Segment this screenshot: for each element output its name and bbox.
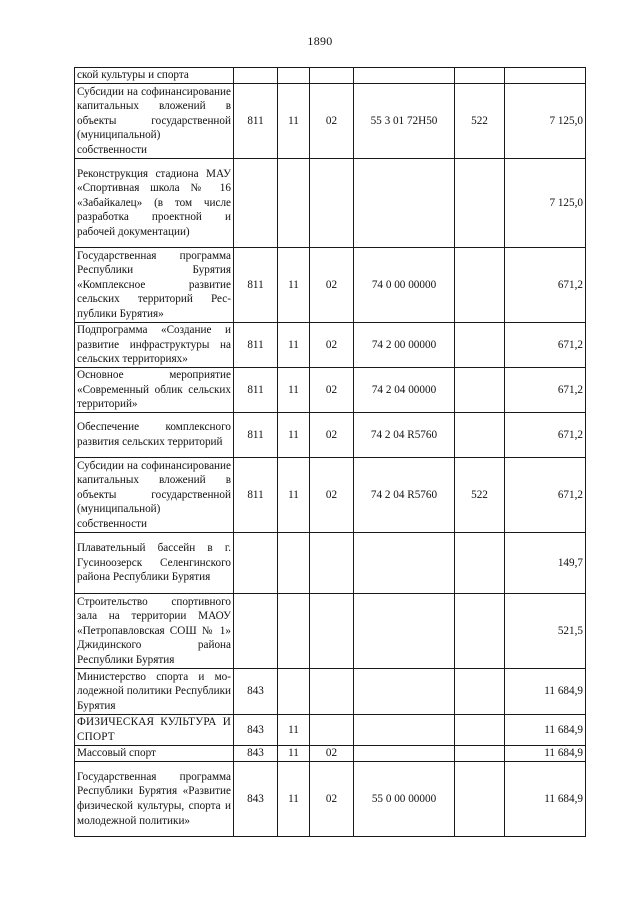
row-target-code xyxy=(354,715,455,746)
row-section-code: 11 xyxy=(278,84,310,159)
row-sum: 149,7 xyxy=(505,533,586,594)
row-target-code xyxy=(354,594,455,669)
row-sum: 671,2 xyxy=(505,413,586,458)
row-subsection-code: 02 xyxy=(310,458,354,533)
row-type-code xyxy=(455,533,505,594)
row-name: ФИЗИЧЕСКАЯ КУЛЬТУРА И СПОРТ xyxy=(75,715,234,746)
row-name: Субсидии на софинансирование капитальных вложений в объекты государственной (муниципальной) собственности xyxy=(75,458,234,533)
row-type-code xyxy=(455,68,505,84)
row-type-code xyxy=(455,248,505,323)
row-ministry-code: 811 xyxy=(234,368,278,413)
row-name: Подпрограмма «Создание и развитие инфраструктуры на сельских территориях» xyxy=(75,323,234,368)
row-section-code: 11 xyxy=(278,248,310,323)
row-subsection-code xyxy=(310,715,354,746)
row-sum: 521,5 xyxy=(505,594,586,669)
table-row xyxy=(75,248,586,323)
table-row xyxy=(75,323,586,368)
table-row xyxy=(75,715,586,746)
row-ministry-code: 843 xyxy=(234,746,278,762)
row-target-code xyxy=(354,68,455,84)
row-target-code xyxy=(354,533,455,594)
row-type-code xyxy=(455,413,505,458)
row-target-code xyxy=(354,669,455,715)
row-ministry-code: 811 xyxy=(234,458,278,533)
row-section-code xyxy=(278,669,310,715)
row-target-code: 74 0 00 00000 xyxy=(354,248,455,323)
row-subsection-code xyxy=(310,533,354,594)
row-section-code: 11 xyxy=(278,413,310,458)
row-name: Государственная программа Республики Бурятия «Развитие физической культуры, спорта и молодежной политики» xyxy=(75,762,234,837)
row-subsection-code: 02 xyxy=(310,368,354,413)
row-ministry-code xyxy=(234,533,278,594)
row-name: Государственная программа Республики Бурятия «Комплексное развитие сельских территорий Республики Бурятия» xyxy=(75,248,234,323)
row-section-code xyxy=(278,159,310,248)
table-row xyxy=(75,458,586,533)
row-subsection-code: 02 xyxy=(310,323,354,368)
row-subsection-code xyxy=(310,68,354,84)
row-section-code: 11 xyxy=(278,746,310,762)
page-number: 1890 xyxy=(307,34,333,48)
row-name: Министерство спорта и молодежной политики Республики Бурятия xyxy=(75,669,234,715)
row-subsection-code: 02 xyxy=(310,248,354,323)
row-target-code: 74 2 04 R5760 xyxy=(354,458,455,533)
row-ministry-code xyxy=(234,159,278,248)
row-target-code: 74 2 04 R5760 xyxy=(354,413,455,458)
row-sum: 11 684,9 xyxy=(505,669,586,715)
budget-table xyxy=(74,67,586,837)
row-sum: 11 684,9 xyxy=(505,762,586,837)
row-ministry-code: 843 xyxy=(234,715,278,746)
row-target-code: 55 3 01 72Н50 xyxy=(354,84,455,159)
row-section-code: 11 xyxy=(278,715,310,746)
row-subsection-code xyxy=(310,669,354,715)
row-section-code: 11 xyxy=(278,368,310,413)
row-type-code: 522 xyxy=(455,84,505,159)
row-type-code xyxy=(455,159,505,248)
row-sum: 671,2 xyxy=(505,368,586,413)
table-row xyxy=(75,594,586,669)
table-row xyxy=(75,159,586,248)
row-ministry-code xyxy=(234,594,278,669)
row-target-code: 55 0 00 00000 xyxy=(354,762,455,837)
table-row xyxy=(75,746,586,762)
row-name: Массовый спорт xyxy=(75,746,234,762)
row-section-code: 11 xyxy=(278,323,310,368)
row-type-code xyxy=(455,669,505,715)
table-row xyxy=(75,669,586,715)
row-name: Плавательный бассейн в г. Гусиноозерск Селенгинского района Республики Бурятия xyxy=(75,533,234,594)
row-ministry-code: 811 xyxy=(234,323,278,368)
row-section-code: 11 xyxy=(278,762,310,837)
row-name: Строительство спортивного зала на территории МАОУ «Петропавловская СОШ № 1» Джидинского района Республики Бурятия xyxy=(75,594,234,669)
row-subsection-code xyxy=(310,594,354,669)
row-subsection-code: 02 xyxy=(310,84,354,159)
row-section-code xyxy=(278,533,310,594)
row-name: Субсидии на софинансирование капитальных вложений в объекты государственной (муниципальной) собственности xyxy=(75,84,234,159)
row-subsection-code: 02 xyxy=(310,746,354,762)
table-row xyxy=(75,84,586,159)
table-row xyxy=(75,413,586,458)
row-ministry-code: 843 xyxy=(234,762,278,837)
table-row xyxy=(75,762,586,837)
row-type-code xyxy=(455,323,505,368)
row-type-code xyxy=(455,746,505,762)
row-ministry-code: 811 xyxy=(234,248,278,323)
table-row xyxy=(75,68,586,84)
row-target-code: 74 2 00 00000 xyxy=(354,323,455,368)
row-section-code xyxy=(278,594,310,669)
row-target-code: 74 2 04 00000 xyxy=(354,368,455,413)
row-ministry-code: 843 xyxy=(234,669,278,715)
row-sum: 671,2 xyxy=(505,458,586,533)
table-row xyxy=(75,533,586,594)
row-target-code xyxy=(354,746,455,762)
row-type-code: 522 xyxy=(455,458,505,533)
row-subsection-code: 02 xyxy=(310,762,354,837)
row-target-code xyxy=(354,159,455,248)
row-sum: 671,2 xyxy=(505,323,586,368)
row-ministry-code xyxy=(234,68,278,84)
table-body xyxy=(75,68,586,837)
table-row xyxy=(75,368,586,413)
row-sum: 11 684,9 xyxy=(505,715,586,746)
row-section-code xyxy=(278,68,310,84)
row-name: Основное мероприятие «Современный облик сельских территорий» xyxy=(75,368,234,413)
row-name: Реконструкция стадиона МАУ «Спортивная школа № 16 «Забайкалец» (в том числе разработка проектной и рабочей документации) xyxy=(75,159,234,248)
row-type-code xyxy=(455,368,505,413)
row-subsection-code xyxy=(310,159,354,248)
row-sum: 11 684,9 xyxy=(505,746,586,762)
row-type-code xyxy=(455,762,505,837)
row-sum: 7 125,0 xyxy=(505,159,586,248)
row-ministry-code: 811 xyxy=(234,413,278,458)
row-type-code xyxy=(455,594,505,669)
row-name: Обеспечение комплексного развития сельских территорий xyxy=(75,413,234,458)
row-subsection-code: 02 xyxy=(310,413,354,458)
row-sum: 671,2 xyxy=(505,248,586,323)
row-type-code xyxy=(455,715,505,746)
row-sum: 7 125,0 xyxy=(505,84,586,159)
row-ministry-code: 811 xyxy=(234,84,278,159)
row-name: ской культуры и спорта xyxy=(75,68,234,84)
row-section-code: 11 xyxy=(278,458,310,533)
row-sum xyxy=(505,68,586,84)
